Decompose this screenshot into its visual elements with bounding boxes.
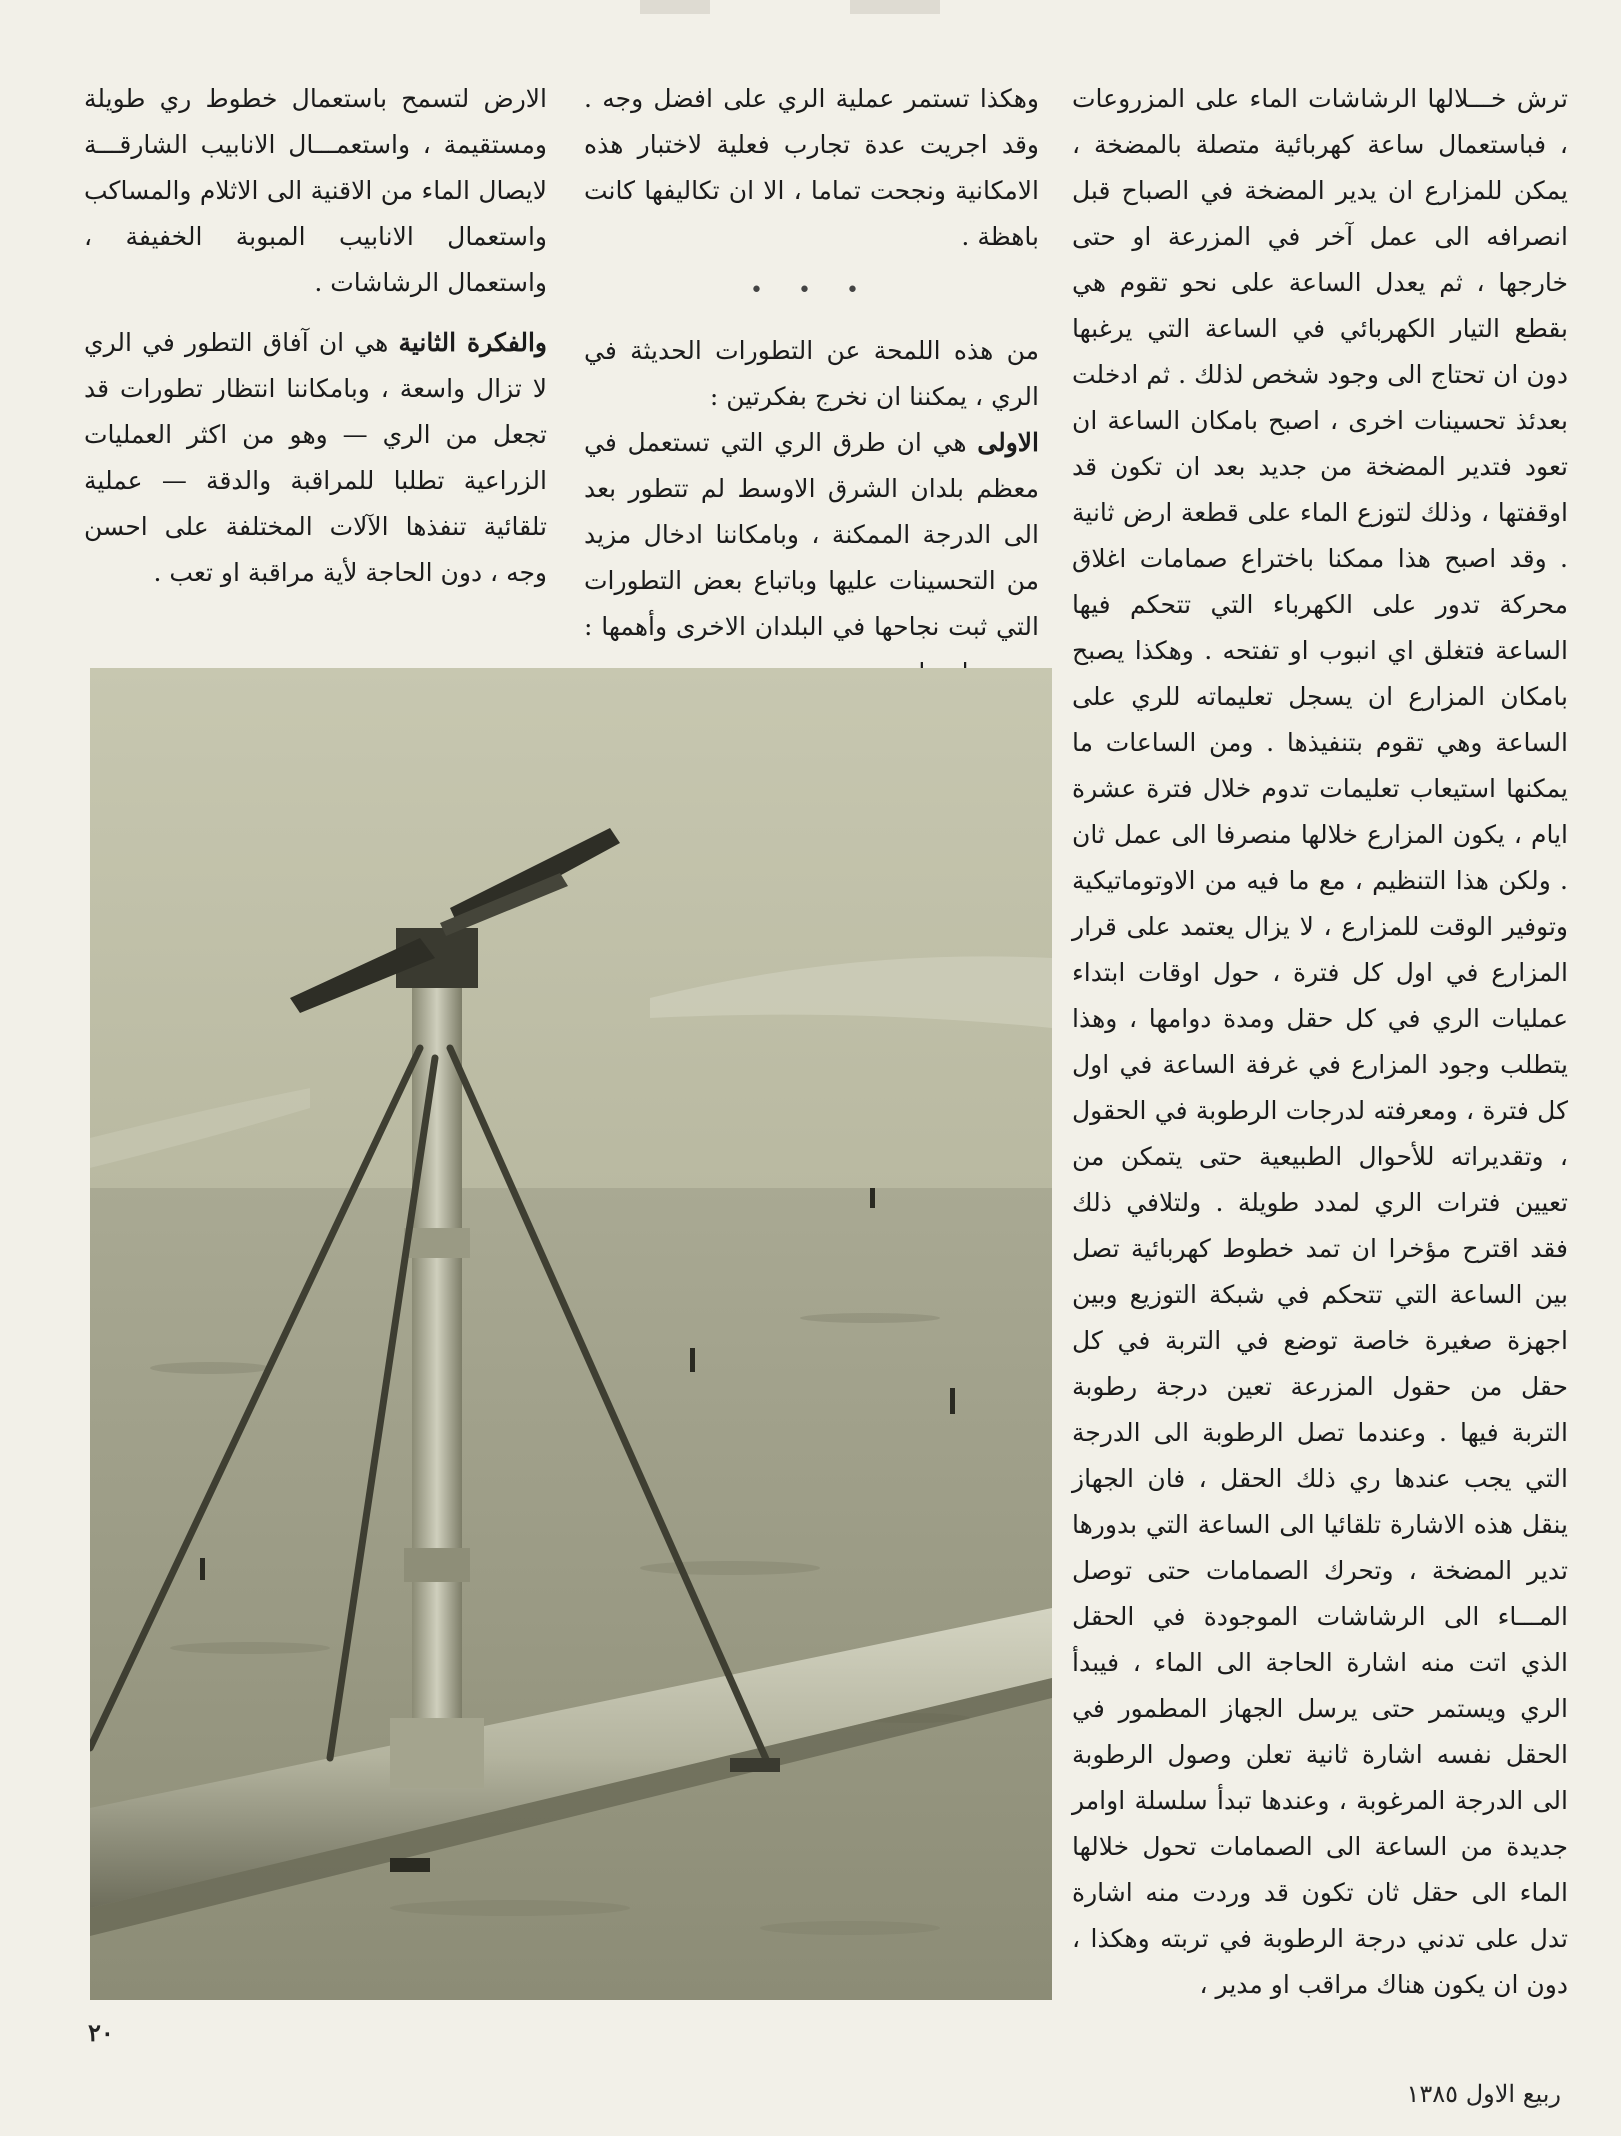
sprinkler-photo bbox=[90, 668, 1052, 2000]
print-speck bbox=[640, 0, 710, 14]
article-paragraph: وهكذا تستمر عملية الري على افضل وجه . وقد اجريت عدة تجارب فعلية لاختبار هذه الامكانية ونجحت تماما ، الا ان تكاليفها كانت باهظة . bbox=[584, 84, 1039, 251]
sky-area bbox=[90, 668, 1052, 1228]
page-number: ٢٠ bbox=[88, 2018, 114, 2047]
leg-anchor bbox=[730, 1758, 780, 1772]
article-paragraph: من هذه اللمحة عن التطورات الحديثة في الري ، يمكننا ان نخرج بفكرتين : bbox=[584, 336, 1039, 411]
section-separator: • • • bbox=[750, 278, 873, 303]
article-paragraph bbox=[84, 320, 547, 596]
pipe-tee bbox=[390, 1718, 484, 1788]
sprinkler-illustration bbox=[90, 668, 1052, 2000]
article-column-left bbox=[84, 76, 547, 596]
paragraph-lead: والفكرة الثانية bbox=[398, 328, 547, 357]
article-column-middle bbox=[584, 76, 1039, 696]
print-speck bbox=[850, 0, 940, 14]
paragraph-lead: الاولى bbox=[977, 428, 1039, 457]
article-paragraph: ترش خـــلالها الرشاشات الماء على المزروعات ، فباستعمال ساعة كهربائية متصلة بالمضخة ، يمكن للمزارع ان يدير المضخة في الصباح قبل انصرافه الى عمل آخر في المزرعة او حتى خارجها ، ثم يعدل الساعة على نحو تقوم هي بقطع التيار الكهربائي في الساعة التي يرغبها دون ان تحتاج الى وجود شخص لذلك . ثم ادخلت بعدئذ تحسينات اخرى ، اصبح بامكان الساعة ان تعود فتدير المضخة من جديد بعد ان تكون قد اوقفتها ، وذلك لتوزع الماء على قطعة ارض ثانية . وقد اصبح هذا ممكنا باختراع صمامات اغلاق محركة تدور على الكهرباء التي تتحكم فيها الساعة فتغلق اي انبوب او تفتحه . وهكذا يصبح بامكان المزارع ان يسجل تعليماته للري على الساعة وهي تقوم بتنفيذها . ومن الساعات ما يمكنها استيعاب تعليمات تدوم خلال فترة عشرة ايام ، يكون المزارع خلالها منصرفا الى عمل ثان . ولكن هذا التنظيم ، مع ما فيه من الاوتوماتيكية وتوفير الوقت للمزارع ، لا يزال يعتمد على قرار المزارع في اول كل فترة ، حول اوقات ابتداء عمليات الري في كل حقل ومدة دوامها ، وهذا يتطلب وجود المزارع في غرفة الساعة في اول كل فترة ، ومعرفته لدرجات الرطوبة في الحقول ، وتقديراته للأحوال الطبيعية حتى يتمكن من تعيين فترات الري لمدد طويلة . ولتلافي ذلك فقد اقترح مؤخرا ان تمد خطوط كهربائية تصل بين الساعة التي تتحكم في شبكة التوزيع وبين اجهزة صغيرة خاصة توضع في التربة في كل حقل من حقول المزرعة تعين درجة رطوبة التربة فيها . وعندما تصل الرطوبة الى الدرجة التي يجب عندها ري ذلك الحقل ، فان الجهاز ينقل هذه الاشارة تلقائيا الى الساعة التي بدورها تدير المضخة ، وتحرك الصمامات حتى توصل المـــاء الى الرشاشات الموجودة في الحقل الذي اتت منه اشارة الحاجة الى الماء ، فيبدأ الري ويستمر حتى يرسل الجهاز المطمور في الحقل نفسه اشارة ثانية تعلن وصول الرطوبة الى الدرجة المرغوبة ، وعندها تبدأ سلسلة اوامر جديدة من الساعة الى الصمامات تحول خلالها الماء الى حقل ثان تكون قد وردت منه اشارة تدل على تدني درجة الرطوبة في تربته وهكذا ، دون ان يكون هناك مراقب او مدير ، bbox=[1072, 84, 1568, 1999]
sprinkler-riser bbox=[412, 968, 462, 1748]
riser-coupling bbox=[404, 1548, 470, 1582]
article-paragraph bbox=[584, 420, 1039, 696]
article-paragraph: الارض لتسمح باستعمال خطوط ري طويلة ومستقيمة ، واستعمـــال الانابيب الشارقـــة لايصال الماء من الاقنية الى الاثلام والمساكب واستعمال الانابيب المبوبة الخفيفة ، واستعمال الرشاشات . bbox=[84, 84, 547, 297]
issue-date: ربيع الاول ١٣٨٥ bbox=[1406, 2080, 1561, 2108]
paragraph-text: هي ان آفاق التطور في الري لا تزال واسعة ، وبامكاننا انتظار تطورات قد تجعل من الري — وهو من اكثر العمليات الزراعية تطلبا للمراقبة والدقة — عملية تلقائية تنفذها الآلات المختلفة على احسن وجه ، دون الحاجة لأية مراقبة او تعب . bbox=[84, 328, 547, 587]
article-column-right bbox=[1072, 76, 1568, 2008]
paragraph-text: هي ان طرق الري التي تستعمل في معظم بلدان الشرق الاوسط لم تتطور بعد الى الدرجة الممكنة ، وبامكاننا ادخال مزيد من التحسينات عليها وباتباع بعض التطورات التي ثبت نجاحها في البلدان الاخرى وأهمها : bbox=[584, 428, 1039, 641]
riser-coupling bbox=[404, 1228, 470, 1258]
